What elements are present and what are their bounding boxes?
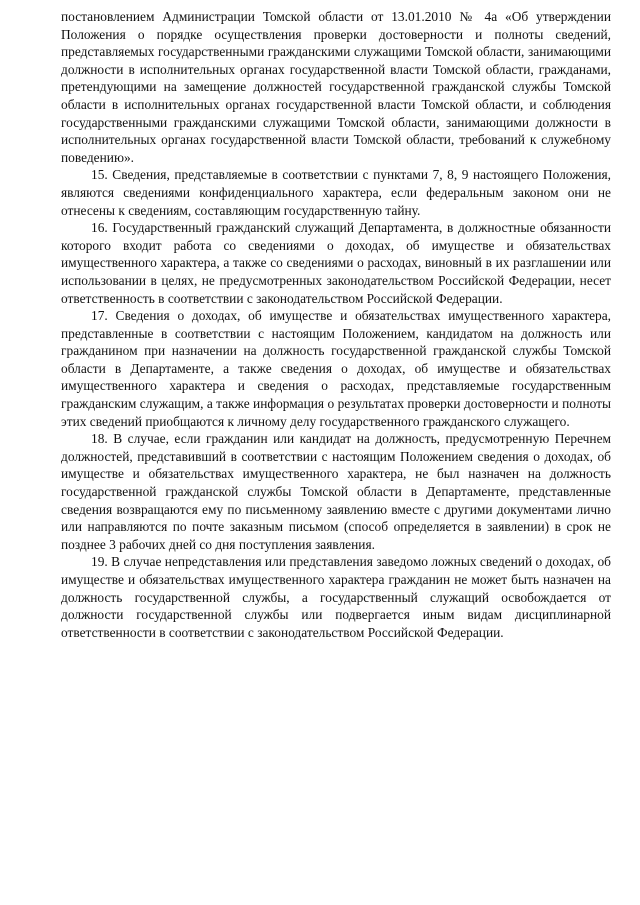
paragraph-19: 19. В случае непредставления или представления заведомо ложных сведений о доходах, об имуществе и обязательствах имущественного характера гражданин не может быть назначен на должность государственной службы, а государственный служащий освобождается от должности государственной службы или подвергается иным видам дисциплинарной ответственности в соответствии с законодательством Российской Федерации. xyxy=(61,554,611,640)
paragraph-18: 18. В случае, если гражданин или кандидат на должность, предусмотренную Перечнем должностей, представивший в соответствии с настоящим Положением сведения о доходах, об имуществе и обязательствах имущественного характера, не был назначен на должность государственной гражданской службы Томской области в Департаменте, представленные сведения возвращаются ему по письменному заявлению вместе с другими документами лично или направляются по почте заказным письмом (способ определяется в заявлении) в срок не позднее 3 рабочих дней со дня поступления заявления. xyxy=(61,431,611,552)
paragraph-intro: постановлением Администрации Томской области от 13.01.2010 № 4а «Об утверждении Положения о порядке осуществления проверки достоверности и полноты сведений, представляемых государственными гражданскими служащими Томской области, занимающими должности в исполнительных органах государственной власти Томской области, гражданами, претендующими на замещение должностей государственной гражданской службы Томской области в исполнительных органах государственной власти Томской области, и соблюдения государственными гражданскими служащими Томской области, занимающими должности в исполнительных органах государственной власти Томской области, требований к служебному поведению». xyxy=(61,9,611,165)
paragraph-16: 16. Государственный гражданский служащий Департамента, в должностные обязанности которого входит работа со сведениями о доходах, об имуществе и обязательствах имущественного характера, а также со сведениями о расходах, виновный в их разглашении или использовании в целях, не предусмотренных законодательством Российской Федерации, несет ответственность в соответствии с законодательством Российской Федерации. xyxy=(61,220,611,306)
paragraph-17: 17. Сведения о доходах, об имуществе и обязательствах имущественного характера, представленные в соответствии с настоящим Положением, кандидатом на должность или гражданином при назначении на должность государственной гражданской службы Томской области в Департаменте, а также сведения о доходах, об имуществе и обязательствах имущественного характера и сведения о расходах, представляемые государственным гражданским служащим, а также информация о результатах проверки достоверности и полноты этих сведений приобщаются к личному делу государственного гражданского служащего. xyxy=(61,308,611,429)
paragraph-15: 15. Сведения, представляемые в соответствии с пунктами 7, 8, 9 настоящего Положения, являются сведениями конфиденциального характера, если федеральным законом они не отнесены к сведениям, составляющим государственную тайну. xyxy=(61,167,611,218)
document-page xyxy=(61,8,611,641)
